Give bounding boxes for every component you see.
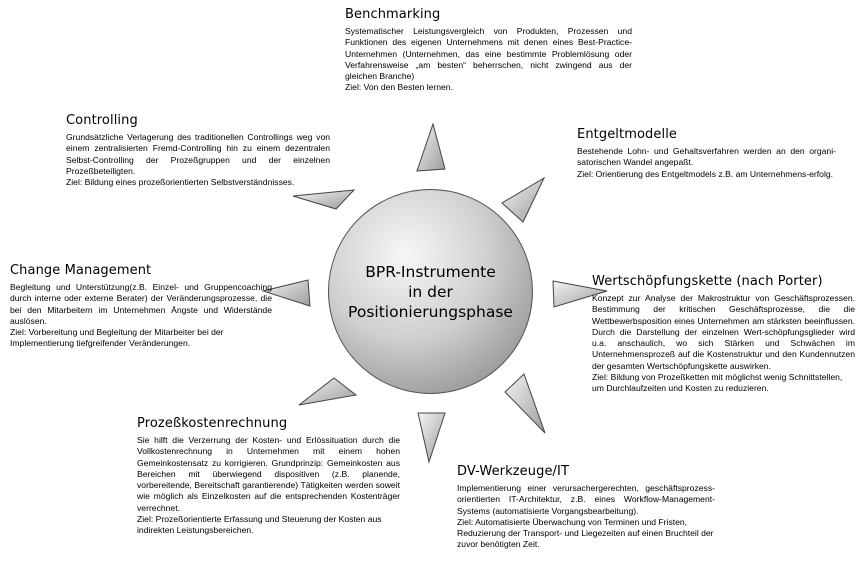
prozesskostenrechnung-block [137, 416, 400, 537]
ray-bottom-left [299, 378, 356, 405]
center-title-line-2: in der [408, 282, 453, 301]
ray-top-left [293, 190, 354, 209]
center-title-line-1: BPR-Instrumente [365, 262, 496, 281]
dv-werkzeuge-title: DV-Werkzeuge/IT [457, 464, 570, 479]
wertschoepfungskette-block [592, 274, 855, 395]
change-management-description: Begleitung und Unterstützung(z.B. Einzel- und Gruppencoaching durch interne oder externe Berater) der Veränderungsprozesse, die bei den Mitarbeitern im Unternehmen Ängste und Widerstände auslösen. [10, 282, 272, 326]
benchmarking-description: Systematischer Leistungsvergleich von Produkten, Prozessen und Funktionen des eigenen Unternehmens mit denen eines Best-Practice-Unternehmen (Unternehmen, das eine bestimmte Problemlösung oder Verfahrensweise „am besten“ beherrschen, nicht zwingend aus der gleichen Branche) [345, 26, 632, 82]
wertschoepfungskette-goal: Ziel: Bildung von Prozeßketten mit möglichst wenig Schnittstellen, um Durchlaufzeiten und Kosten zu reduzieren. [592, 372, 843, 394]
entgeltmodelle-block [577, 127, 836, 180]
wertschoepfungskette-description: Konzept zur Analyse der Makrostruktur von Geschäftsprozessen. Bestimmung der kritischen Geschäftsprozesse, die die Wettbewerbsposition eines Unternehmen am stärksten beeinflussen. Durch die Darstellung der einzelnen Wert-schöpfungsglieder wird u.a. anschaulich, wo sich Stärken und Schwächen im Unternehmensprozeß auf die Kostenstruktur und den Kundennutzen der gesamten Wertschöpfungskette auswirken. [592, 293, 855, 371]
center-title-line-3: Positionierungsphase [348, 302, 513, 321]
controlling-title: Controlling [66, 113, 138, 128]
entgeltmodelle-goal: Ziel: Orientierung des Entgeltmodels z.B. am Unternehmens-erfolg. [577, 168, 834, 179]
entgeltmodelle-description: Bestehende Lohn- und Gehaltsverfahren werden an den organi-satorischen Wandel angepaßt. [577, 146, 836, 168]
controlling-description: Grundsätzliche Verlagerung des traditionellen Controllings weg von einem zentralisierten Fremd-Controlling hin zu einem dezentralen Selbst-Controlling der Prozeßgruppen und der einzelnen Prozeßbeteiligten. [66, 132, 330, 176]
controlling-goal: Ziel: Bildung eines prozeßorientierten Selbstverständnisses. [66, 177, 295, 188]
wertschoepfungskette-title: Wertschöpfungskette (nach Porter) [592, 274, 823, 289]
dv-werkzeuge-goal: Ziel: Automatisierte Überwachung von Terminen und Fristen, Reduzierung der Transport- und Liegezeiten auf einen Bruchteil der zuvor benötigten Zeit. [457, 516, 714, 550]
entgeltmodelle-title: Entgeltmodelle [577, 127, 677, 142]
dv-werkzeuge-block [457, 464, 715, 551]
dv-werkzeuge-description: Implementierung einer verursachergerechten, geschäftsprozess-orientierten IT-Architektur, z.B. eines Workflow-Management-Systems (automatisierte Vorgangsbearbeitung). [457, 483, 715, 516]
prozesskostenrechnung-title: Prozeßkostenrechnung [137, 416, 288, 431]
ray-bottom-right [505, 374, 545, 433]
prozesskostenrechnung-goal: Ziel: Prozeßorientierte Erfassung und Steuerung der Kosten aus indirekten Leistungsbereichen. [137, 514, 382, 536]
ray-bottom [418, 413, 445, 462]
center-title [341, 262, 521, 322]
center-circle [328, 189, 533, 394]
ray-top [417, 124, 445, 171]
benchmarking-title: Benchmarking [345, 7, 441, 22]
change-management-goal: Ziel: Vorbereitung und Begleitung der Mitarbeiter bei der Implementierung tiefgreifender Veränderungen. [10, 327, 224, 349]
benchmarking-goal: Ziel: Von den Besten lernen. [345, 82, 453, 93]
ray-top-right [502, 178, 544, 222]
controlling-block [66, 113, 330, 188]
benchmarking-block [345, 7, 632, 94]
change-management-block [10, 263, 272, 350]
change-management-title: Change Management [10, 263, 152, 278]
prozesskostenrechnung-description: Sie hilft die Verzerrung der Kosten- und Erlössituation durch die Vollkostenrechnung in Unternehmen mit einem hohen Gemeinkostensatz zu korrigieren. Grundprinzip: Gemeinkosten aus Bereichen mit überwiegend dispositiven (z.B. planende, vorbereitende, Bereitschaft garantierende) Tätigkeiten werden soweit wie möglich als Einzelkosten auf die entsprechenden Kostenträger verrechnet. [137, 435, 400, 513]
